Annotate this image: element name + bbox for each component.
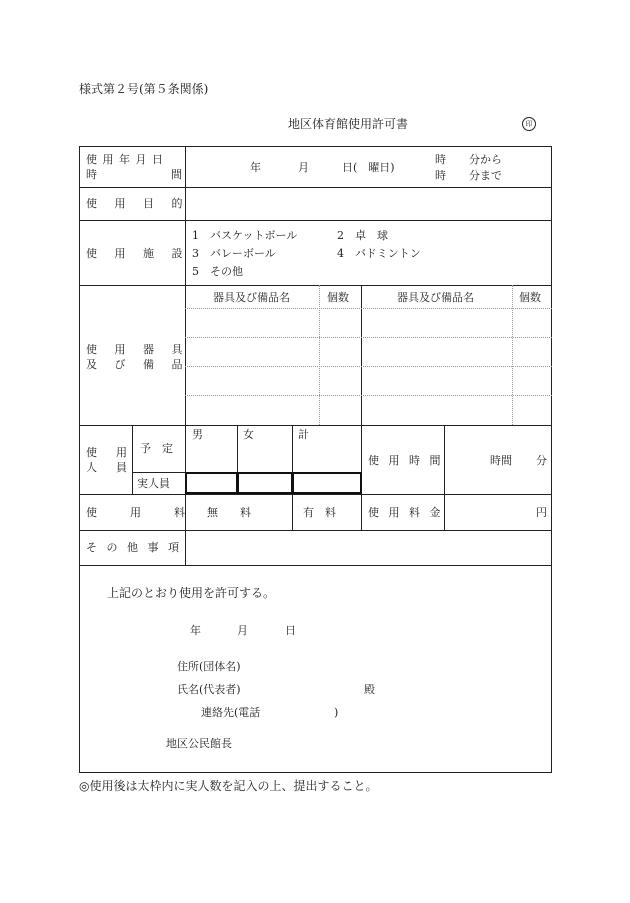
users-label-4: 員 — [116, 461, 127, 474]
facility-option-volleyball[interactable]: 3 バレーボール — [192, 247, 276, 260]
equipment-name-header: 器具及び備品名 — [213, 291, 290, 304]
permission-date-month: 月 — [237, 624, 248, 637]
equipment-count-header: 個数 — [327, 291, 349, 304]
row-divider — [79, 530, 552, 531]
equipment-row-line — [185, 366, 552, 367]
users-sub-divider — [132, 425, 133, 494]
equipment-count-divider — [319, 285, 320, 425]
permission-statement: 上記のとおり使用を許可する。 — [107, 586, 276, 600]
facility-option-other[interactable]: 5 その他 — [192, 265, 243, 278]
users-col-divider — [237, 425, 238, 472]
row-divider — [79, 565, 552, 566]
date-month-field[interactable]: 月 — [298, 161, 309, 174]
form-number: 様式第２号(第５条関係) — [79, 82, 209, 96]
equipment-name-header: 器具及び備品名 — [397, 291, 474, 304]
actual-total-input[interactable] — [292, 472, 362, 494]
users-label-3: 人 — [86, 461, 97, 474]
contact-close: ) — [334, 706, 339, 719]
equipment-middle-divider — [361, 285, 362, 425]
purpose-label: 使 用 目 的 — [86, 197, 190, 210]
users-col-divider — [292, 425, 293, 472]
datetime-label-time-left: 時 — [86, 168, 97, 181]
fee-divider — [292, 494, 293, 530]
time-from-label: 分から — [469, 153, 502, 166]
contact-label: 連絡先(電話 — [201, 706, 261, 719]
equipment-count-header: 個数 — [519, 291, 541, 304]
address-label: 住所(団体名) — [177, 660, 241, 673]
usage-time-label: 使 用 時 間 — [368, 454, 444, 467]
equipment-row-line — [185, 308, 552, 309]
equipment-row-line — [185, 395, 552, 396]
permission-date-day: 日 — [285, 624, 296, 637]
fee-label: 使 用 料 — [86, 506, 185, 519]
users-label-1: 使 — [86, 446, 97, 459]
permit-form — [79, 146, 552, 773]
name-label: 氏名(代表者) — [177, 683, 241, 696]
time-to-hour[interactable]: 時 — [435, 169, 446, 182]
row-divider — [79, 494, 552, 495]
honorific: 殿 — [364, 683, 375, 696]
actual-male-input[interactable] — [185, 472, 238, 494]
equipment-row-line — [185, 337, 552, 338]
date-day-weekday-field[interactable]: 日( 曜日) — [342, 161, 395, 174]
seal-stamp-icon: 印 — [522, 117, 536, 131]
equipment-count-divider — [512, 285, 513, 425]
row-divider — [79, 425, 552, 426]
fee-paid-option[interactable]: 有 料 — [303, 506, 336, 519]
equipment-label-line1: 使 用 器 具 — [86, 343, 190, 356]
fee-amount-label: 使 用 料 金 — [368, 506, 444, 519]
usage-minutes-field[interactable]: 分 — [536, 454, 547, 467]
time-from-hour[interactable]: 時 — [435, 153, 446, 166]
facility-label: 使 用 施 設 — [86, 247, 190, 260]
row-divider — [79, 187, 552, 188]
date-year-field[interactable]: 年 — [250, 161, 261, 174]
users-label-2: 用 — [116, 446, 127, 459]
datetime-label: 使 用 年 月 日 — [86, 153, 164, 166]
purpose-field[interactable] — [188, 190, 548, 218]
other-field[interactable] — [188, 533, 548, 563]
users-total-header: 計 — [298, 428, 309, 441]
fee-yen-field[interactable]: 円 — [536, 506, 547, 519]
facility-option-table-tennis[interactable]: 2 卓 球 — [337, 229, 388, 242]
actual-female-input[interactable] — [237, 472, 293, 494]
users-planned-label: 予 定 — [140, 442, 173, 455]
document-title: 地区体育館使用許可書 — [288, 117, 409, 131]
fee-divider — [361, 494, 362, 530]
facility-option-badminton[interactable]: 4 バドミントン — [337, 247, 421, 260]
datetime-label-time-right: 間 — [171, 168, 182, 181]
fee-free-option[interactable]: 無 料 — [207, 506, 251, 519]
users-actual-label: 実人員 — [137, 477, 170, 490]
other-label: そ の 他 事 項 — [86, 541, 182, 554]
row-divider — [79, 220, 552, 221]
facility-option-basketball[interactable]: 1 バスケットボール — [192, 229, 298, 242]
row-divider — [79, 285, 552, 286]
time-value-divider — [444, 425, 445, 530]
footer-note: ◎使用後は太枠内に実人数を記入の上、提出すること。 — [79, 779, 378, 793]
equipment-label-line2: 及 び 備 品 — [86, 358, 190, 371]
users-male-header: 男 — [192, 428, 203, 441]
permission-date-year: 年 — [190, 624, 201, 637]
issuer-label: 地区公民館長 — [166, 737, 232, 750]
time-to-label: 分まで — [469, 169, 502, 182]
usage-hours-field[interactable]: 時間 — [490, 454, 512, 467]
users-female-header: 女 — [243, 428, 254, 441]
